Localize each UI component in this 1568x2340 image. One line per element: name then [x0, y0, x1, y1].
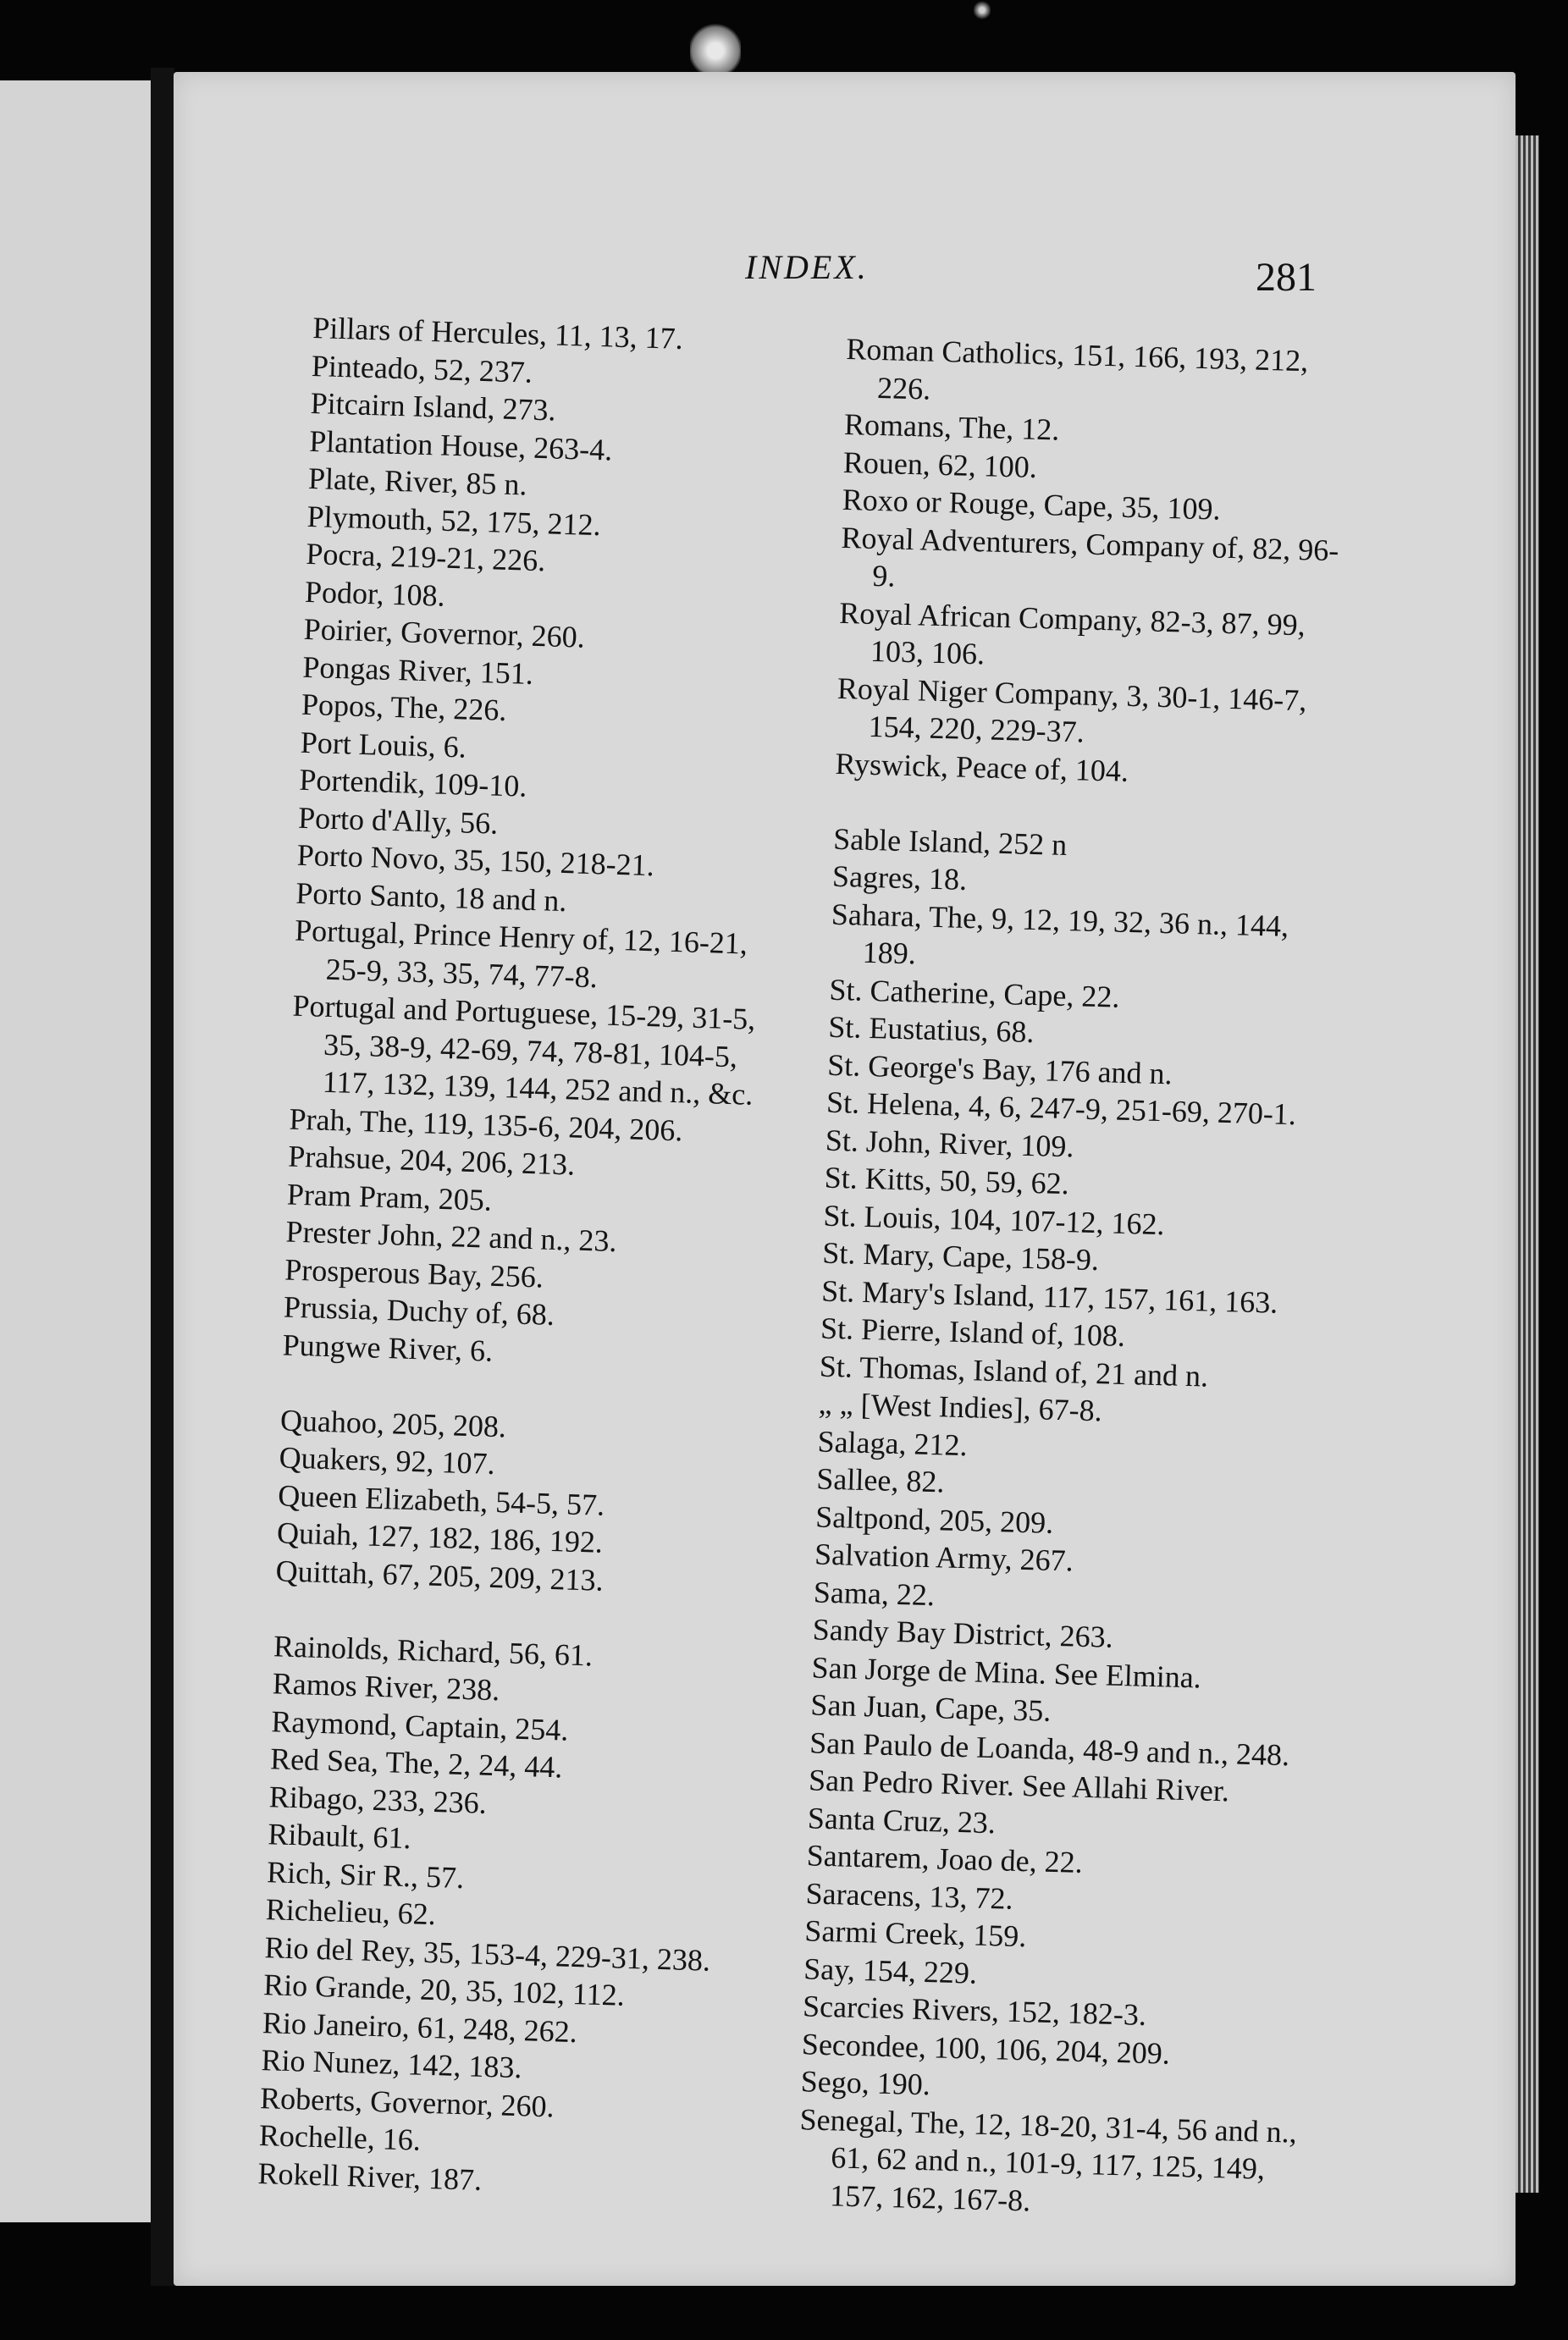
index-entry: St. Mary's Island, 117, 157, 161, 163.: [820, 1273, 1278, 1320]
index-entry: Ribago, 233, 236.: [268, 1779, 488, 1820]
index-entry: St. George's Bay, 176 and n.: [826, 1047, 1173, 1090]
index-entry: Sandy Bay District, 263.: [812, 1612, 1114, 1654]
index-entry: Ribault, 61.: [267, 1817, 412, 1856]
index-entry: Pongas River, 151.: [301, 649, 534, 691]
index-entry: Prah, The, 119, 135-6, 204, 206.: [289, 1101, 683, 1147]
running-header: INDEX.: [745, 248, 869, 286]
index-entry: Saltpond, 205, 209.: [814, 1499, 1054, 1540]
index-entry: Pocra, 219-21, 226.: [305, 536, 546, 578]
page-stack-edges: [1516, 135, 1539, 2193]
index-entry: Plymouth, 52, 175, 212.: [306, 499, 602, 542]
index-entry: Roberts, Governor, 260.: [259, 2080, 555, 2123]
index-entry: St. Kitts, 50, 59, 62.: [824, 1160, 1070, 1201]
index-entry: St. Pierre, Island of, 108.: [820, 1311, 1126, 1354]
index-entry: Sable Island, 252 n: [832, 821, 1068, 862]
index-entry: Sagres, 18.: [831, 858, 968, 897]
index-entry: Royal Niger Company, 3, 30-1, 146-7, 154, 220, 229-37.: [836, 671, 1307, 749]
index-entry: Senegal, The, 12, 18-20, 31-4, 56 and n., 61, 62 and n., 101-9, 117, 125, 149, 157, 162, 167-8.: [799, 2101, 1298, 2217]
index-entry: Royal African Company, 82-3, 87, 99, 103, 106.: [838, 595, 1306, 671]
index-entry: Plate, River, 85 n.: [307, 461, 528, 502]
index-entry: Prussia, Duchy of, 68.: [283, 1289, 555, 1332]
index-entry: Quahoo, 205, 208.: [279, 1402, 507, 1443]
index-entry: Pillars of Hercules, 11, 13, 17.: [312, 310, 684, 356]
index-entry: Quiah, 127, 182, 186, 192.: [276, 1515, 604, 1559]
index-entry: St. John, River, 109.: [825, 1123, 1074, 1163]
index-entry: San Juan, Cape, 35.: [809, 1687, 1052, 1728]
index-entry: Scarcies Rivers, 152, 182-3.: [802, 1989, 1147, 2032]
index-entry: Portendik, 109-10.: [298, 762, 527, 803]
index-entry: St. Helena, 4, 6, 247-9, 251-69, 270-1.: [825, 1084, 1297, 1132]
scan-artifact-small: [974, 0, 991, 20]
index-entry: St. Mary, Cape, 158-9.: [821, 1235, 1100, 1278]
index-entry: Rainolds, Richard, 56, 61.: [273, 1628, 594, 1672]
index-entry: Rio Janeiro, 61, 248, 262.: [262, 2005, 578, 2049]
index-entry: Ramos River, 238.: [272, 1666, 500, 1708]
index-entry: Pram Pram, 205.: [286, 1177, 493, 1217]
index-entry: St. Thomas, Island of, 21 and n.: [819, 1349, 1209, 1394]
index-entry: Rio Grande, 20, 35, 102, 112.: [262, 1967, 626, 2012]
index-entry: „ „ [West Indies], 67-8.: [818, 1386, 1103, 1428]
index-entry: Salvation Army, 267.: [814, 1537, 1074, 1578]
index-entry: Salaga, 212.: [817, 1424, 969, 1462]
index-entry: Podor, 108.: [304, 574, 446, 613]
index-entry: Rokell River, 187.: [257, 2155, 483, 2197]
index-entry: St. Louis, 104, 107-12, 162.: [823, 1198, 1166, 1241]
index-entry: Porto Santo, 18 and n.: [295, 875, 567, 918]
index-entry: Prosperous Bay, 256.: [284, 1252, 544, 1294]
book-spine: [151, 68, 174, 2286]
index-entry: Red Sea, The, 2, 24, 44.: [269, 1741, 563, 1785]
index-entry: Santarem, Joao de, 22.: [806, 1838, 1084, 1879]
index-entry: Popos, The, 226.: [301, 687, 507, 727]
index-entry: Sarmi Creek, 159.: [803, 1913, 1027, 1954]
index-entry: San Jorge de Mina. See Elmina.: [811, 1649, 1202, 1694]
index-entry: Sahara, The, 9, 12, 19, 32, 36 n., 144, 189.: [831, 897, 1289, 971]
index-entry: Sallee, 82.: [815, 1461, 945, 1499]
index-entry: Say, 154, 229.: [803, 1951, 978, 1990]
index-entry: Quittah, 67, 205, 209, 213.: [275, 1553, 605, 1598]
index-entry: Rio Nunez, 142, 183.: [261, 2043, 523, 2085]
index-entry: Prester John, 22 and n., 23.: [285, 1214, 618, 1259]
index-entry: Queen Elizabeth, 54-5, 57.: [277, 1477, 605, 1522]
index-entry: Porto Novo, 35, 150, 218-21.: [296, 837, 655, 883]
index-entry: Pungwe River, 6.: [282, 1327, 494, 1368]
index-entry: Royal Adventurers, Company of, 82, 96-9.: [841, 520, 1339, 593]
index-entry: Rich, Sir R., 57.: [266, 1854, 465, 1895]
index-entry: Port Louis, 6.: [300, 725, 467, 764]
index-entry: Portugal and Portuguese, 15-29, 31-5, 35, 38-9, 42-69, 74, 78-81, 104-5, 117, 132, 139, 144, 252 and n., &c.: [291, 988, 756, 1112]
index-entry: San Paulo de Loanda, 48-9 and n., 248.: [809, 1725, 1290, 1772]
index-entry: Saracens, 13, 72.: [805, 1875, 1014, 1916]
index-entry: Pitcairn Island, 273.: [310, 385, 557, 428]
index-entry: Sama, 22.: [813, 1574, 936, 1612]
index-entry: Roman Catholics, 151, 166, 193, 212, 226.: [845, 331, 1309, 406]
index-entry: Prahsue, 204, 206, 213.: [287, 1139, 576, 1182]
index-entry: Richelieu, 62.: [265, 1892, 437, 1932]
index-entry: Secondee, 100, 106, 204, 209.: [801, 2026, 1171, 2071]
index-entry: San Pedro River. See Allahi River.: [808, 1763, 1230, 1808]
index-entry: Pinteado, 52, 237.: [311, 348, 533, 389]
index-entry: Porto d'Ally, 56.: [297, 800, 499, 841]
index-column-left: [257, 309, 803, 2206]
index-column-right: [798, 330, 1353, 2227]
index-entry: Quakers, 92, 107.: [279, 1440, 496, 1481]
index-entry: Rouen, 62, 100.: [842, 444, 1038, 484]
index-entry: Santa Cruz, 23.: [807, 1800, 997, 1840]
index-entry: Sego, 190.: [800, 2064, 931, 2102]
index-entry: Ryswick, Peace of, 104.: [835, 746, 1129, 788]
index-entry: Poirier, Governor, 260.: [303, 611, 586, 654]
index-entry: Portugal, Prince Henry of, 12, 16-21, 25-9, 33, 35, 74, 77-8.: [294, 913, 748, 994]
facing-page-edge: [0, 80, 156, 2222]
index-entry: Roxo or Rouge, Cape, 35, 109.: [842, 482, 1222, 527]
index-entry: Plantation House, 263-4.: [308, 423, 613, 467]
index-entry: St. Catherine, Cape, 22.: [829, 972, 1120, 1014]
index-entry: Raymond, Captain, 254.: [270, 1703, 569, 1747]
index-entry: St. Eustatius, 68.: [827, 1009, 1035, 1050]
index-entry: Rochelle, 16.: [258, 2118, 422, 2157]
page-number: 281: [1256, 255, 1317, 300]
index-entry: Romans, The, 12.: [843, 406, 1060, 447]
index-entry: Rio del Rey, 35, 153-4, 229-31, 238.: [263, 1929, 711, 1978]
